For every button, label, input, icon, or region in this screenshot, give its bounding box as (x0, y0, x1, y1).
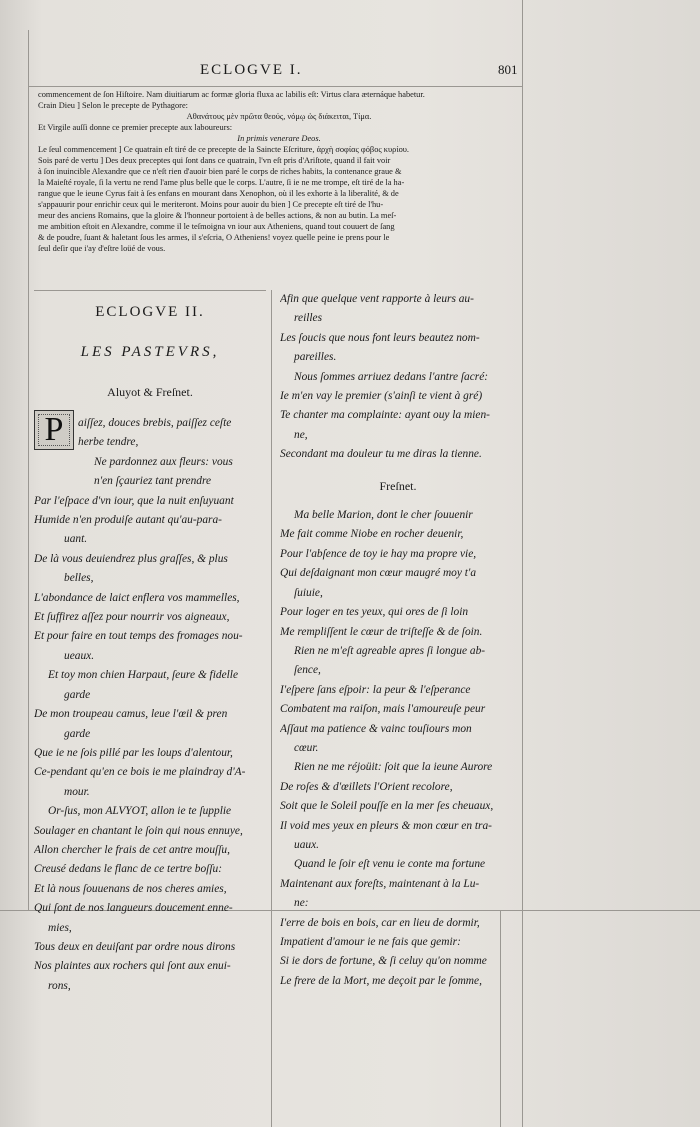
verse-line: I'erre de bois en bois, car en lieu de dormir, (280, 916, 480, 929)
verse-line: Afin que quelque vent rapporte à leurs au- (280, 293, 474, 305)
verse-line: ne: (294, 897, 309, 910)
verse-line: Rien ne m'eſt agreable apres ſi longue ab- (294, 644, 486, 657)
verse-line: mour. (64, 785, 90, 798)
verse-line: Si ie dors de fortune, & ſi celuy qu'on nomme (280, 955, 487, 968)
verse-line: Impatient d'amour ie ne fais que gemir: (280, 936, 461, 948)
verse-line: aiſſez, douces brebis, paiſſez ceſte (78, 417, 232, 429)
commentary-line: rangue que le ieune Cyrus fait à ſes enfans en mourant dans Xenophon, où il les exhorte à la liberalité, & de (38, 189, 399, 198)
verse-line: pareilles. (294, 351, 337, 364)
commentary-line: à ſon inuincible Alexandre que ce n'eſt rien d'auoir bien paré le corps de riches habits, la contenance graue & (38, 167, 402, 176)
commentary-line: Le ſeul commencement ] Ce quatrain eſt tiré de ce precepte de la Saincte Eſcriture, ἀρχὴ σοφίας φόβος κυρίου. (38, 145, 410, 154)
commentary-line: commencement de ſon Hiſtoire. Nam diuitiarum ac formæ gloria fluxa ac labilis eſt: Virtus clara æternáque habetur. (38, 90, 425, 99)
verse-line: rons, (48, 979, 71, 992)
commentary-line: Et Virgile auſſi donne ce premier precepte aux laboureurs: (38, 123, 233, 132)
verse-line: Aſſaut ma patience & vainc touſiours mon (280, 722, 472, 735)
commentary-line: Sois paré de vertu ] Des deux preceptes qui ſont dans ce quatrain, l'vn eſt pris d'Ariſtote, quand il fait voir (38, 156, 391, 165)
verse-line: Par l'eſpace d'vn iour, que la nuit enſuyuant (34, 494, 234, 507)
eclogue-subtitle: LES PASTEVRS, (80, 344, 220, 360)
commentary-line: me ambition eſtoit en Alexandre, comme il le teſmoigna vn iour aux Atheniens, quand tout couuert de ſang (38, 222, 395, 231)
speaker-heading: Freſnet. (379, 478, 417, 493)
speakers-heading: Aluyot & Freſnet. (107, 385, 193, 399)
verse-line: Humide n'en produiſe autant qu'au-para- (34, 514, 222, 527)
commentary-line: Αθανάτους μὲν πρῶτα θεούς, νόμῳ ὡς διάκειται, Τίμα. (186, 112, 372, 121)
margin-rule-right (522, 0, 523, 1127)
verse-line: ne, (294, 428, 308, 441)
verse-line: Que ie ne ſois pillé par les loups d'alentour, (34, 746, 233, 759)
commentary-line: meur des anciens Romains, que la gloire & l'honneur portoient à de belles actions, & non au butin. La meſ- (38, 211, 397, 220)
commentary-line: Crain Dieu ] Selon le precepte de Pythagore: (38, 101, 189, 110)
verse-line: I'eſpere ſans eſpoir: la peur & l'eſperance (280, 683, 471, 696)
verse-line: Les ſoucis que nous font leurs beautez nom- (280, 331, 480, 344)
verse-line: garde (64, 727, 91, 740)
margin-rule-left (28, 30, 29, 910)
commentary-block (38, 89, 520, 254)
verse-line: De roſes & d'œillets l'Orient recolore, (280, 780, 453, 793)
verse-line: Creusé dedans le flanc de ce tertre boſſu: (34, 863, 223, 876)
verse-line: Pour l'abſence de toy ie hay ma propre vie, (280, 547, 477, 560)
left-column (34, 302, 266, 996)
verse-line: reilles (294, 312, 323, 325)
verse-line: De mon troupeau camus, leue l'œil & pren (34, 708, 228, 721)
verse-line: Me fait comme Niobe en rocher deuenir, (280, 528, 464, 541)
verse-line: Et pour faire en tout temps des fromages nou- (34, 630, 243, 643)
verse-line: cœur. (294, 741, 319, 754)
commentary-rule (34, 290, 266, 291)
eclogue-title: ECLOGVE II. (95, 304, 205, 320)
verse-line: mies, (48, 921, 72, 934)
verse-line: Et là nous ſouuenans de nos cheres amies, (34, 882, 227, 895)
commentary-line: & de poudre, ſuant & haletant ſous les armes, il s'eſcria, O Atheniens! voyez quelle peine ie prens pour le (38, 233, 390, 242)
commentary-line: ſeul deſir que i'ay d'eſtre loüé de vous. (38, 244, 166, 253)
verse-line: Or-ſus, mon ALVYOT, allon ie te ſupplie (48, 805, 232, 818)
verse-line: Ie m'en vay le premier (s'ainſi te vient à gré) (280, 390, 483, 403)
verse-line: ueaux. (64, 649, 95, 662)
commentary-line: In primis venerare Deos. (237, 134, 321, 143)
verse-line: L'abondance de laict enflera vos mammelles, (34, 591, 240, 604)
verse-line: uant. (64, 533, 88, 546)
verse-line: De là vous deuiendrez plus graſſes, & plus (34, 552, 228, 565)
verse-line: Qui deſdaignant mon cœur maugré moy t'a (280, 567, 477, 580)
verse-line: Secondant ma douleur tu me diras la tienne. (280, 448, 482, 461)
verse-line: garde (64, 688, 91, 701)
page-number: 801 (498, 62, 518, 77)
verse-line: Allon chercher le frais de cet antre mouſſu, (34, 843, 230, 856)
verse-line: Combatent ma raiſon, mais l'amoureuſe peur (280, 703, 486, 716)
verse-line: Maintenant aux foreſts, maintenant à la Lu- (280, 877, 480, 890)
commentary-line: s'appauurir pour enrichir ceux qui le meriteront. Moins pour auoir du bien ] Ce precepte eſt tiré de l'hu- (38, 200, 384, 209)
verse-line: Ma belle Marion, dont le cher ſouuenir (294, 509, 473, 522)
verse-line: n'en ſçauriez tant prendre (94, 475, 212, 488)
verse-line: Pour loger en tes yeux, qui ores de ſi loin (280, 606, 469, 619)
verse-line: Le frere de la Mort, me deçoit par le ſomme, (280, 974, 482, 987)
running-title: ECLOGVE I. (200, 62, 303, 78)
right-column (280, 290, 516, 991)
verse-line: Soulager en chantant le ſoin qui nous ennuye, (34, 824, 243, 837)
verse-line: belles, (64, 572, 94, 585)
verse-line: Rien ne me réjoüit: ſoit que la ieune Aurore (294, 761, 493, 774)
ornamental-initial: P (34, 410, 74, 450)
verse-line: Et ſuffirez aſſez pour nourrir vos aigneaux, (34, 611, 230, 624)
verse-line: Me rempliſſent le cœur de triſteſſe & de ſoin. (280, 625, 483, 638)
verse-line: Nos plaintes aux rochers qui ſont aux enui- (34, 960, 231, 973)
verse-line: Il void mes yeux en pleurs & mon cœur en tra- (280, 819, 492, 832)
verse-line: ſence, (294, 664, 321, 677)
verse-line: ſuiuie, (294, 586, 323, 599)
verse-line: Nous ſommes arriuez dedans l'antre ſacré: (294, 370, 489, 383)
verse-line: Qui ſont de nos langueurs doucement enne- (34, 902, 233, 915)
verse-line: Ne pardonnez aux fleurs: vous (94, 455, 233, 468)
commentary-line: la Maieſté royale, ſi la vertu ne rend l'ame plus belle que le corps. L'autre, ſi ie ne me trompe, eſt tiré de la ha- (38, 178, 405, 187)
verse-line: uaux. (294, 838, 319, 851)
verse-line: herbe tendre, (78, 436, 139, 449)
verse-line: Ce-pendant qu'en ce bois ie me plaindray d'A- (34, 766, 246, 779)
verse-line: Tous deux en deuiſant par ordre nous dirons (34, 940, 236, 953)
header-rule (28, 86, 522, 87)
running-header (30, 62, 520, 86)
verse-line: Quand le ſoir eſt venu ie conte ma fortune (294, 858, 486, 871)
column-divider (271, 290, 272, 1127)
verse-line: Et toy mon chien Harpaut, ſeure & fidelle (48, 669, 239, 682)
verse-line: Te chanter ma complainte: ayant ouy la mien- (280, 409, 490, 422)
verse-line: Soit que le Soleil pouſſe en la mer ſes cheuaux, (280, 800, 494, 813)
